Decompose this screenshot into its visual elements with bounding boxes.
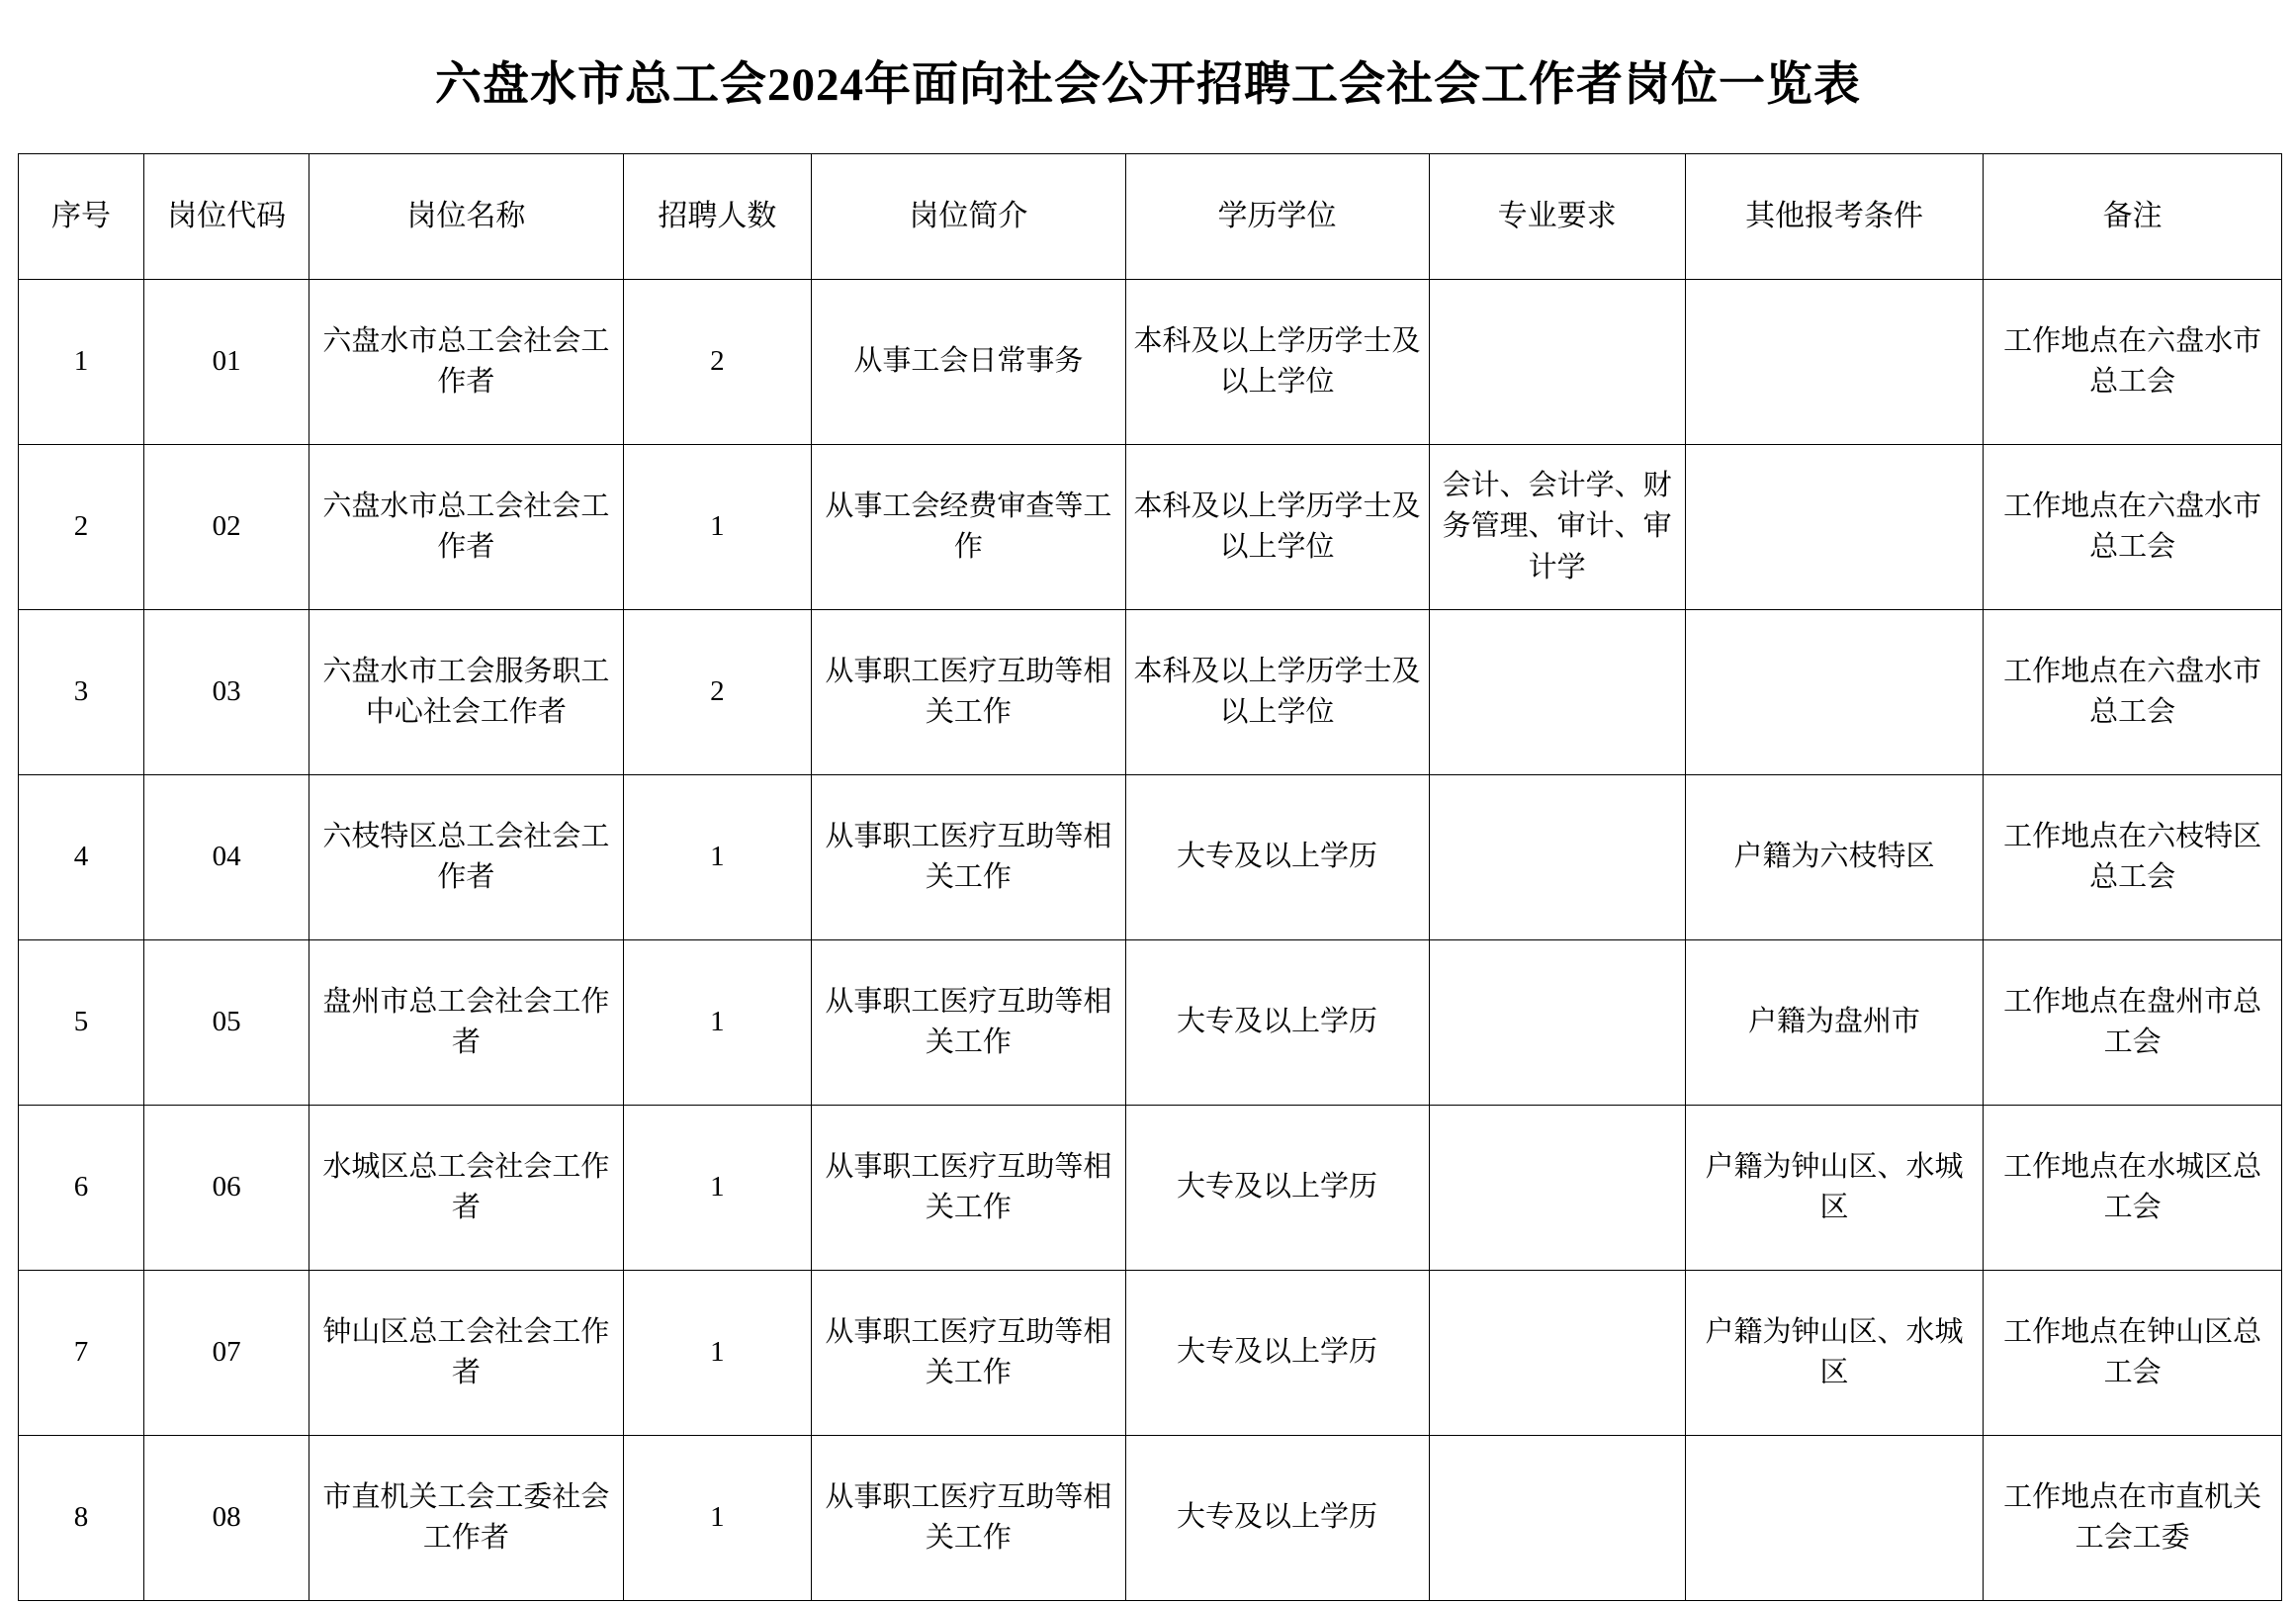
cell-code: 07 (143, 1271, 309, 1436)
cell-major (1429, 1106, 1685, 1271)
column-header-major: 专业要求 (1429, 154, 1685, 280)
page-title: 六盘水市总工会2024年面向社会公开招聘工会社会工作者岗位一览表 (435, 59, 1861, 111)
table-row (19, 445, 2282, 610)
cell-index: 5 (19, 940, 144, 1106)
cell-brief: 从事工会日常事务 (812, 280, 1125, 445)
column-header-count: 招聘人数 (623, 154, 811, 280)
cell-count: 1 (623, 940, 811, 1106)
job-positions-table (18, 153, 2282, 1601)
table-row (19, 775, 2282, 940)
cell-major (1429, 610, 1685, 775)
cell-remark: 工作地点在六盘水市总工会 (1984, 280, 2282, 445)
cell-name: 市直机关工会工委社会工作者 (309, 1436, 623, 1601)
cell-brief: 从事职工医疗互助等相关工作 (812, 1436, 1125, 1601)
cell-other (1685, 445, 1984, 610)
cell-other: 户籍为六枝特区 (1685, 775, 1984, 940)
cell-education: 大专及以上学历 (1125, 1271, 1429, 1436)
cell-brief: 从事职工医疗互助等相关工作 (812, 610, 1125, 775)
cell-count: 2 (623, 610, 811, 775)
cell-brief: 从事职工医疗互助等相关工作 (812, 775, 1125, 940)
cell-count: 1 (623, 1436, 811, 1601)
cell-code: 04 (143, 775, 309, 940)
cell-index: 3 (19, 610, 144, 775)
cell-other: 户籍为钟山区、水城区 (1685, 1271, 1984, 1436)
cell-education: 大专及以上学历 (1125, 775, 1429, 940)
cell-index: 7 (19, 1271, 144, 1436)
cell-education: 大专及以上学历 (1125, 940, 1429, 1106)
cell-code: 06 (143, 1106, 309, 1271)
cell-index: 2 (19, 445, 144, 610)
cell-other: 户籍为盘州市 (1685, 940, 1984, 1106)
cell-index: 4 (19, 775, 144, 940)
table-row (19, 1106, 2282, 1271)
cell-other (1685, 610, 1984, 775)
table-row (19, 610, 2282, 775)
cell-code: 05 (143, 940, 309, 1106)
cell-name: 盘州市总工会社会工作者 (309, 940, 623, 1106)
column-header-other: 其他报考条件 (1685, 154, 1984, 280)
cell-remark: 工作地点在盘州市总工会 (1984, 940, 2282, 1106)
cell-education: 本科及以上学历学士及以上学位 (1125, 280, 1429, 445)
cell-other (1685, 1436, 1984, 1601)
cell-count: 2 (623, 280, 811, 445)
cell-education: 大专及以上学历 (1125, 1106, 1429, 1271)
table-row (19, 280, 2282, 445)
cell-count: 1 (623, 775, 811, 940)
cell-major (1429, 1436, 1685, 1601)
cell-education: 大专及以上学历 (1125, 1436, 1429, 1601)
cell-index: 8 (19, 1436, 144, 1601)
table-row (19, 1436, 2282, 1601)
cell-index: 1 (19, 280, 144, 445)
cell-code: 03 (143, 610, 309, 775)
table-row (19, 940, 2282, 1106)
cell-remark: 工作地点在水城区总工会 (1984, 1106, 2282, 1271)
column-header-code: 岗位代码 (143, 154, 309, 280)
cell-name: 六盘水市总工会社会工作者 (309, 445, 623, 610)
cell-brief: 从事职工医疗互助等相关工作 (812, 1271, 1125, 1436)
cell-major (1429, 940, 1685, 1106)
cell-count: 1 (623, 445, 811, 610)
cell-name: 六盘水市工会服务职工中心社会工作者 (309, 610, 623, 775)
cell-major: 会计、会计学、财务管理、审计、审计学 (1429, 445, 1685, 610)
column-header-index: 序号 (19, 154, 144, 280)
cell-remark: 工作地点在钟山区总工会 (1984, 1271, 2282, 1436)
cell-name: 六盘水市总工会社会工作者 (309, 280, 623, 445)
column-header-name: 岗位名称 (309, 154, 623, 280)
cell-other (1685, 280, 1984, 445)
table-header-row (19, 154, 2282, 280)
column-header-remark: 备注 (1984, 154, 2282, 280)
column-header-brief: 岗位简介 (812, 154, 1125, 280)
cell-major (1429, 775, 1685, 940)
cell-education: 本科及以上学历学士及以上学位 (1125, 445, 1429, 610)
cell-brief: 从事职工医疗互助等相关工作 (812, 940, 1125, 1106)
cell-code: 02 (143, 445, 309, 610)
cell-count: 1 (623, 1271, 811, 1436)
cell-brief: 从事工会经费审查等工作 (812, 445, 1125, 610)
cell-brief: 从事职工医疗互助等相关工作 (812, 1106, 1125, 1271)
cell-major (1429, 280, 1685, 445)
cell-count: 1 (623, 1106, 811, 1271)
cell-education: 本科及以上学历学士及以上学位 (1125, 610, 1429, 775)
cell-remark: 工作地点在六盘水市总工会 (1984, 610, 2282, 775)
cell-name: 六枝特区总工会社会工作者 (309, 775, 623, 940)
column-header-education: 学历学位 (1125, 154, 1429, 280)
cell-name: 水城区总工会社会工作者 (309, 1106, 623, 1271)
cell-remark: 工作地点在市直机关工会工委 (1984, 1436, 2282, 1601)
cell-major (1429, 1271, 1685, 1436)
cell-remark: 工作地点在六盘水市总工会 (1984, 445, 2282, 610)
table-row (19, 1271, 2282, 1436)
cell-code: 08 (143, 1436, 309, 1601)
cell-code: 01 (143, 280, 309, 445)
cell-other: 户籍为钟山区、水城区 (1685, 1106, 1984, 1271)
cell-remark: 工作地点在六枝特区总工会 (1984, 775, 2282, 940)
cell-name: 钟山区总工会社会工作者 (309, 1271, 623, 1436)
cell-index: 6 (19, 1106, 144, 1271)
